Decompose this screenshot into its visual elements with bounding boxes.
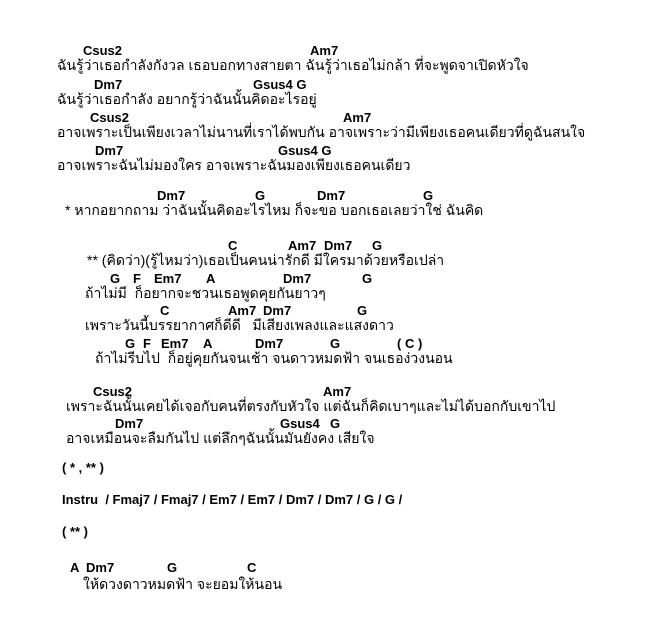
marker-text: ( ** ) [62, 524, 88, 539]
lyric-text: อาจเพราะฉันไม่มองใคร อาจเพราะฉันมองเพียงเธอคนเดียว [57, 157, 411, 173]
chord: G [167, 560, 178, 575]
chord: G [423, 188, 434, 203]
lyric-text: เพราะฉันนั้นเคยได้เจอกับคนที่ตรงกับหัวใจ แต่ฉันก็คิดเบาๆและไม่ได้บอกกับเขาไป [66, 398, 556, 414]
chord: C [228, 238, 238, 253]
chord: Am7 [323, 384, 352, 399]
marker-text: ( * , ** ) [62, 460, 104, 475]
lyric-line [0, 398, 666, 416]
chord: Dm7 [86, 560, 115, 575]
chord: Gsus4 [280, 416, 320, 431]
chord: Gsus4 G [278, 143, 332, 158]
chord: Dm7 [94, 77, 123, 92]
lyric-line [0, 57, 666, 75]
chord: Am7 [343, 110, 372, 125]
lyric-line [0, 317, 666, 335]
lyric-text: อาจเหมือนจะลืมกันไป แต่ลึกๆฉันนั้นมันยังคง เสียใจ [66, 430, 375, 446]
lyric-line [0, 124, 666, 142]
chord: G [362, 271, 373, 286]
marker-line [0, 524, 666, 542]
chord: ( C ) [397, 336, 423, 351]
chord: A [70, 560, 80, 575]
chord: C [247, 560, 257, 575]
chord: Am7 [310, 43, 339, 58]
lyric-line [0, 202, 666, 220]
chord: Csus2 [90, 110, 130, 125]
chord: G [372, 238, 383, 253]
marker-line [0, 492, 666, 510]
lyric-text: ฉันรู้ว่าเธอกำลัง อยากรู้ว่าฉันนั้นคิดอะไรอยู่ [57, 91, 317, 107]
marker-text: Instru / Fmaj7 / Fmaj7 / Em7 / Em7 / Dm7 / Dm7 / G / G / [62, 492, 403, 507]
chord: Dm7 [317, 188, 346, 203]
chord: Dm7 [95, 143, 124, 158]
lyric-text: ฉันรู้ว่าเธอกำลังกังวล เธอบอกทางสายตา ฉันรู้ว่าเธอไม่กล้า ที่จะพูดจาเปิดหัวใจ [57, 57, 529, 73]
lyric-text: ถ้าไม่รีบไป ก็อยู่คุยกันจนเช้า จนดาวหมดฟ้า จนเธอง่วงนอน [95, 350, 453, 366]
chord: Am7 [228, 303, 257, 318]
chord: A [206, 271, 216, 286]
chord: G [125, 336, 136, 351]
lyric-text: อาจเพราะเป็นเพียงเวลาไม่นานที่เราได้พบกัน อาจเพราะว่ามีเพียงเธอคนเดียวที่ดูฉันสนใจ [57, 124, 586, 140]
chord: Dm7 [263, 303, 292, 318]
chord: Dm7 [324, 238, 353, 253]
chord: F [143, 336, 151, 351]
chord: G [330, 416, 341, 431]
lyric-text: เพราะวันนี้บรรยากาศก็ดีดี มีเสียงเพลงและแสงดาว [85, 317, 394, 333]
chord: A [203, 336, 213, 351]
chord: Csus2 [83, 43, 123, 58]
chord: C [160, 303, 170, 318]
lyric-line [0, 157, 666, 175]
chord: F [133, 271, 141, 286]
chord: Am7 [288, 238, 317, 253]
lyric-text: ถ้าไม่มี ก็อยากจะชวนเธอพูดคุยกันยาวๆ [85, 285, 326, 301]
chord: Dm7 [115, 416, 144, 431]
lyric-line [0, 430, 666, 448]
chord: Csus2 [93, 384, 133, 399]
lyric-text: ให้ดวงดาวหมดฟ้า จะยอมให้นอน [83, 576, 283, 592]
chord: G [255, 188, 266, 203]
lyric-text: ** (คิดว่า)(รู้ไหมว่า)เธอเป็นคนน่ารักดี มีใครมาด้วยหรือเปล่า [87, 252, 445, 268]
chord: Dm7 [283, 271, 312, 286]
chord: Dm7 [255, 336, 284, 351]
chord: G [357, 303, 368, 318]
lyric-line [0, 350, 666, 368]
lyric-line [0, 252, 666, 270]
chord: G [110, 271, 121, 286]
marker-line [0, 460, 666, 478]
lyric-line [0, 91, 666, 109]
lyric-text: * หากอยากถาม ว่าฉันนั้นคิดอะไรไหม ก็จะขอ บอกเธอเลยว่าใช่ ฉันคิด [65, 202, 484, 218]
chord: Dm7 [157, 188, 186, 203]
chord: Gsus4 G [253, 77, 307, 92]
chord: Em7 [154, 271, 182, 286]
chord: Em7 [161, 336, 189, 351]
chord: G [330, 336, 341, 351]
lyric-line [0, 576, 666, 594]
lyric-line [0, 285, 666, 303]
